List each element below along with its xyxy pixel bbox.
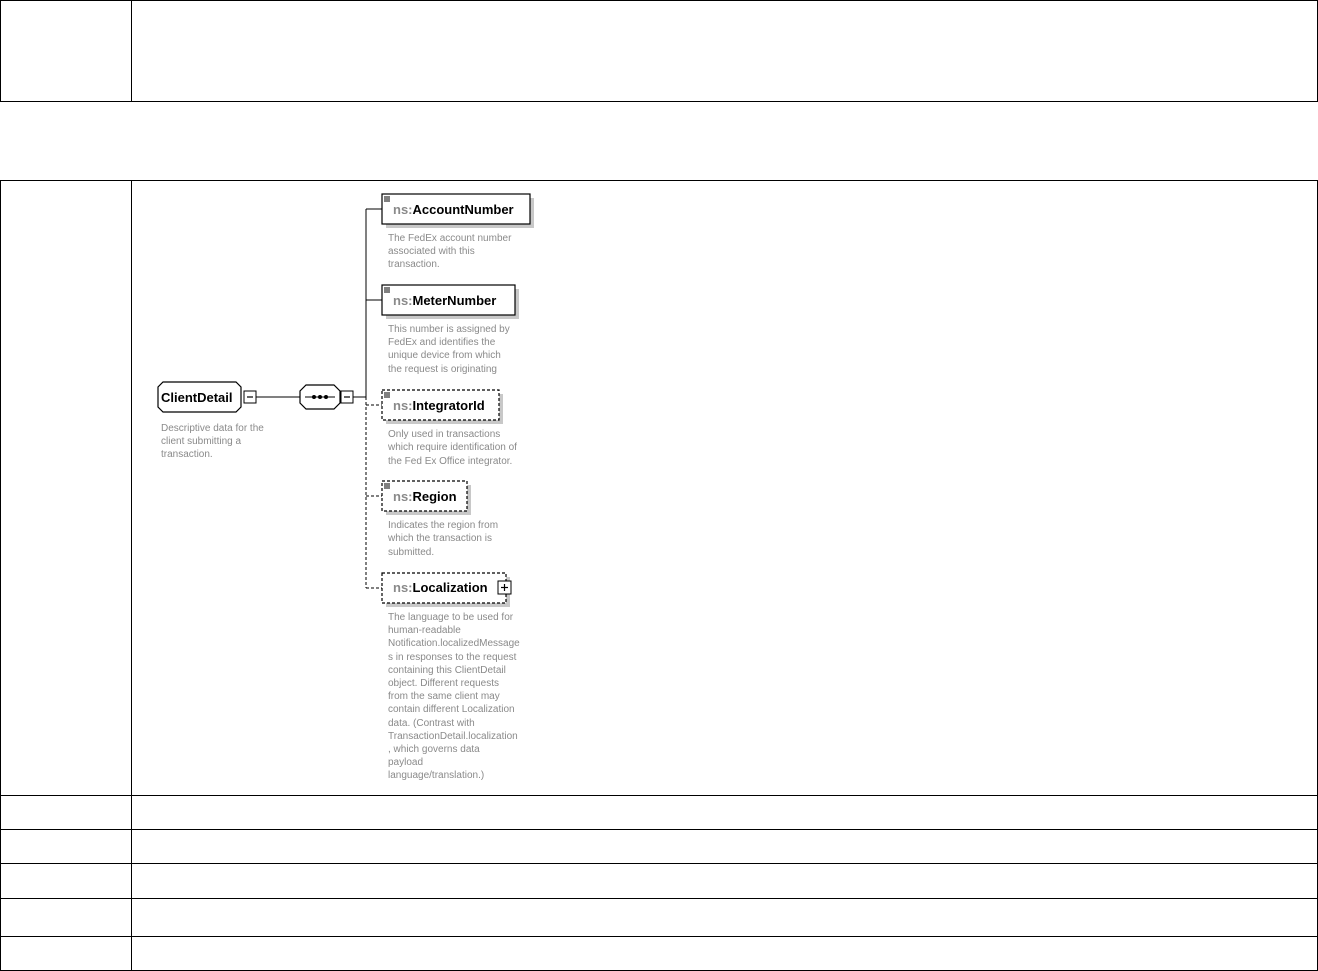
doc-line: payload bbox=[388, 757, 424, 768]
element-label bbox=[393, 580, 488, 595]
doc-line: the request is originating bbox=[388, 364, 497, 375]
doc-line: data. (Contrast with bbox=[388, 718, 475, 729]
child-element[interactable] bbox=[382, 194, 534, 228]
doc-line: Indicates the region from bbox=[388, 520, 499, 531]
element-label bbox=[393, 398, 485, 413]
element-name: Region bbox=[412, 489, 457, 504]
doc-line: Only used in transactions bbox=[388, 429, 501, 440]
doc-line: transaction. bbox=[161, 449, 213, 460]
ns-prefix: ns: bbox=[393, 293, 413, 308]
doc-line: object. Different requests bbox=[388, 678, 499, 689]
collapse-icon[interactable] bbox=[341, 391, 353, 403]
doc-line: Descriptive data for the bbox=[161, 423, 264, 434]
doc-line: which require identification of bbox=[388, 442, 517, 453]
doc-line: containing this ClientDetail bbox=[388, 665, 506, 676]
element-name: Localization bbox=[412, 580, 488, 595]
element-doc bbox=[388, 233, 512, 270]
doc-line: transaction. bbox=[388, 259, 440, 270]
element-doc bbox=[387, 429, 517, 467]
element-label bbox=[393, 293, 496, 308]
element-doc bbox=[388, 612, 520, 781]
doc-line: associated with this bbox=[388, 246, 475, 257]
doc-line: The FedEx account number bbox=[388, 233, 512, 244]
doc-line: language/translation.) bbox=[388, 770, 485, 781]
doc-line: which the transaction is bbox=[388, 533, 492, 544]
element-label bbox=[393, 202, 514, 217]
collapse-icon[interactable] bbox=[244, 391, 256, 403]
doc-line: client submitting a bbox=[161, 436, 242, 447]
child-element[interactable] bbox=[382, 285, 519, 319]
expand-icon[interactable] bbox=[498, 581, 511, 594]
root-element[interactable] bbox=[158, 382, 256, 412]
doc-line: , which governs data bbox=[388, 744, 480, 755]
doc-line: FedEx and identifies the bbox=[388, 337, 496, 348]
element-name: MeterNumber bbox=[412, 293, 497, 308]
ns-prefix: ns: bbox=[393, 580, 413, 595]
root-element-doc bbox=[161, 423, 264, 460]
element-name: AccountNumber bbox=[412, 202, 514, 217]
doc-line: contain different Localization bbox=[388, 704, 515, 715]
element-doc bbox=[388, 324, 510, 375]
sequence-compositor[interactable] bbox=[300, 385, 353, 409]
doc-line: the Fed Ex Office integrator. bbox=[388, 456, 513, 467]
child-element[interactable] bbox=[382, 390, 503, 424]
doc-line: from the same client may bbox=[388, 691, 500, 702]
doc-line: human-readable bbox=[388, 625, 461, 636]
element-doc bbox=[387, 520, 498, 558]
doc-line: s in responses to the request bbox=[388, 652, 517, 663]
child-element[interactable] bbox=[382, 481, 471, 515]
doc-line: unique device from which bbox=[388, 350, 501, 361]
doc-line: TransactionDetail.localization bbox=[388, 731, 518, 742]
root-element-label: ClientDetail bbox=[161, 390, 233, 405]
doc-line: Notification.localizedMessage bbox=[388, 638, 520, 649]
ns-prefix: ns: bbox=[393, 489, 413, 504]
element-name: IntegratorId bbox=[412, 398, 485, 413]
ns-prefix: ns: bbox=[393, 202, 413, 217]
element-label bbox=[393, 489, 457, 504]
doc-line: This number is assigned by bbox=[388, 324, 510, 335]
child-element[interactable] bbox=[382, 573, 511, 607]
ns-prefix: ns: bbox=[393, 398, 413, 413]
doc-line: submitted. bbox=[388, 547, 435, 558]
doc-line: The language to be used for bbox=[388, 612, 514, 623]
